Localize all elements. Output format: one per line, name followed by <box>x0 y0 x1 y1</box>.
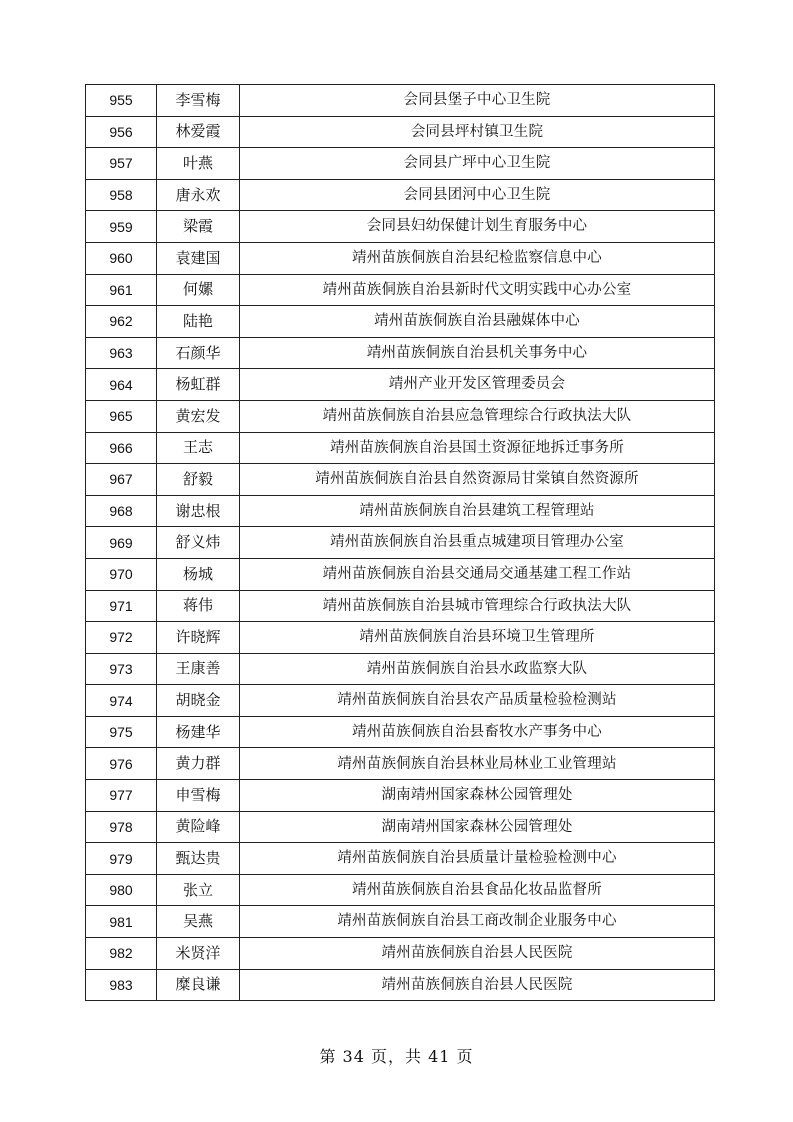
table-row <box>86 811 715 843</box>
person-name: 舒义炜 <box>157 527 240 559</box>
work-unit: 靖州苗族侗族自治县林业局林业工业管理站 <box>240 748 715 780</box>
row-number: 958 <box>86 179 157 211</box>
work-unit: 靖州苗族侗族自治县新时代文明实践中心办公室 <box>240 274 715 306</box>
table-row <box>86 685 715 717</box>
work-unit: 靖州苗族侗族自治县建筑工程管理站 <box>240 495 715 527</box>
work-unit: 靖州苗族侗族自治县重点城建项目管理办公室 <box>240 527 715 559</box>
person-name: 谢忠根 <box>157 495 240 527</box>
person-name: 舒毅 <box>157 464 240 496</box>
work-unit: 靖州苗族侗族自治县应急管理综合行政执法大队 <box>240 400 715 432</box>
work-unit: 靖州苗族侗族自治县人民医院 <box>240 938 715 970</box>
work-unit: 湖南靖州国家森林公园管理处 <box>240 811 715 843</box>
work-unit: 靖州苗族侗族自治县食品化妆品监督所 <box>240 874 715 906</box>
table-row <box>86 495 715 527</box>
table-row <box>86 432 715 464</box>
row-number: 969 <box>86 527 157 559</box>
row-number: 956 <box>86 116 157 148</box>
table-row <box>86 748 715 780</box>
work-unit: 靖州苗族侗族自治县农产品质量检验检测站 <box>240 685 715 717</box>
row-number: 977 <box>86 780 157 812</box>
table-row <box>86 527 715 559</box>
work-unit: 靖州苗族侗族自治县自然资源局甘棠镇自然资源所 <box>240 464 715 496</box>
work-unit: 靖州苗族侗族自治县质量计量检验检测中心 <box>240 843 715 875</box>
person-name: 李雪梅 <box>157 85 240 117</box>
roster-table <box>85 84 715 1001</box>
row-number: 980 <box>86 874 157 906</box>
work-unit: 靖州苗族侗族自治县城市管理综合行政执法大队 <box>240 590 715 622</box>
table-row <box>86 874 715 906</box>
row-number: 966 <box>86 432 157 464</box>
row-number: 955 <box>86 85 157 117</box>
row-number: 965 <box>86 400 157 432</box>
row-number: 962 <box>86 306 157 338</box>
person-name: 杨城 <box>157 558 240 590</box>
row-number: 957 <box>86 148 157 180</box>
person-name: 杨建华 <box>157 716 240 748</box>
table-row <box>86 211 715 243</box>
work-unit: 靖州苗族侗族自治县融媒体中心 <box>240 306 715 338</box>
row-number: 967 <box>86 464 157 496</box>
work-unit: 靖州苗族侗族自治县机关事务中心 <box>240 337 715 369</box>
table-row <box>86 590 715 622</box>
person-name: 叶燕 <box>157 148 240 180</box>
table-row <box>86 400 715 432</box>
person-name: 申雪梅 <box>157 780 240 812</box>
work-unit: 靖州苗族侗族自治县工商改制企业服务中心 <box>240 906 715 938</box>
person-name: 石颜华 <box>157 337 240 369</box>
row-number: 959 <box>86 211 157 243</box>
work-unit: 靖州苗族侗族自治县交通局交通基建工程工作站 <box>240 558 715 590</box>
person-name: 王康善 <box>157 653 240 685</box>
person-name: 黄险峰 <box>157 811 240 843</box>
table-row <box>86 179 715 211</box>
table-row <box>86 464 715 496</box>
table-row <box>86 780 715 812</box>
row-number: 972 <box>86 622 157 654</box>
table-row <box>86 337 715 369</box>
row-number: 974 <box>86 685 157 717</box>
person-name: 糜良谦 <box>157 969 240 1001</box>
table-row <box>86 274 715 306</box>
person-name: 唐永欢 <box>157 179 240 211</box>
work-unit: 靖州苗族侗族自治县人民医院 <box>240 969 715 1001</box>
table-row <box>86 558 715 590</box>
table-row <box>86 969 715 1001</box>
table-row <box>86 653 715 685</box>
table-row <box>86 843 715 875</box>
table-row <box>86 369 715 401</box>
person-name: 黄力群 <box>157 748 240 780</box>
row-number: 979 <box>86 843 157 875</box>
row-number: 975 <box>86 716 157 748</box>
table-row <box>86 906 715 938</box>
person-name: 黄宏发 <box>157 400 240 432</box>
row-number: 964 <box>86 369 157 401</box>
roster-body <box>86 85 715 1001</box>
table-row <box>86 622 715 654</box>
table-row <box>86 85 715 117</box>
row-number: 981 <box>86 906 157 938</box>
table-row <box>86 306 715 338</box>
table-row <box>86 148 715 180</box>
work-unit: 会同县团河中心卫生院 <box>240 179 715 211</box>
work-unit: 靖州苗族侗族自治县水政监察大队 <box>240 653 715 685</box>
person-name: 许晓辉 <box>157 622 240 654</box>
work-unit: 靖州产业开发区管理委员会 <box>240 369 715 401</box>
table-row <box>86 242 715 274</box>
work-unit: 会同县妇幼保健计划生育服务中心 <box>240 211 715 243</box>
row-number: 982 <box>86 938 157 970</box>
work-unit: 靖州苗族侗族自治县环境卫生管理所 <box>240 622 715 654</box>
work-unit: 会同县坪村镇卫生院 <box>240 116 715 148</box>
row-number: 971 <box>86 590 157 622</box>
work-unit: 湖南靖州国家森林公园管理处 <box>240 780 715 812</box>
person-name: 王志 <box>157 432 240 464</box>
person-name: 梁霞 <box>157 211 240 243</box>
row-number: 968 <box>86 495 157 527</box>
row-number: 963 <box>86 337 157 369</box>
person-name: 胡晓金 <box>157 685 240 717</box>
work-unit: 会同县广坪中心卫生院 <box>240 148 715 180</box>
row-number: 983 <box>86 969 157 1001</box>
person-name: 张立 <box>157 874 240 906</box>
person-name: 陆艳 <box>157 306 240 338</box>
page-footer: 第 34 页，共 41 页 <box>319 1047 474 1066</box>
row-number: 976 <box>86 748 157 780</box>
work-unit: 会同县堡子中心卫生院 <box>240 85 715 117</box>
person-name: 林爱霞 <box>157 116 240 148</box>
person-name: 甄达贵 <box>157 843 240 875</box>
person-name: 袁建国 <box>157 242 240 274</box>
work-unit: 靖州苗族侗族自治县畜牧水产事务中心 <box>240 716 715 748</box>
person-name: 吴燕 <box>157 906 240 938</box>
table-row <box>86 938 715 970</box>
row-number: 960 <box>86 242 157 274</box>
row-number: 970 <box>86 558 157 590</box>
work-unit: 靖州苗族侗族自治县国土资源征地拆迁事务所 <box>240 432 715 464</box>
table-row <box>86 116 715 148</box>
person-name: 蒋伟 <box>157 590 240 622</box>
table-row <box>86 716 715 748</box>
work-unit: 靖州苗族侗族自治县纪检监察信息中心 <box>240 242 715 274</box>
row-number: 961 <box>86 274 157 306</box>
person-name: 米贤洋 <box>157 938 240 970</box>
row-number: 973 <box>86 653 157 685</box>
person-name: 何嫘 <box>157 274 240 306</box>
person-name: 杨虹群 <box>157 369 240 401</box>
row-number: 978 <box>86 811 157 843</box>
